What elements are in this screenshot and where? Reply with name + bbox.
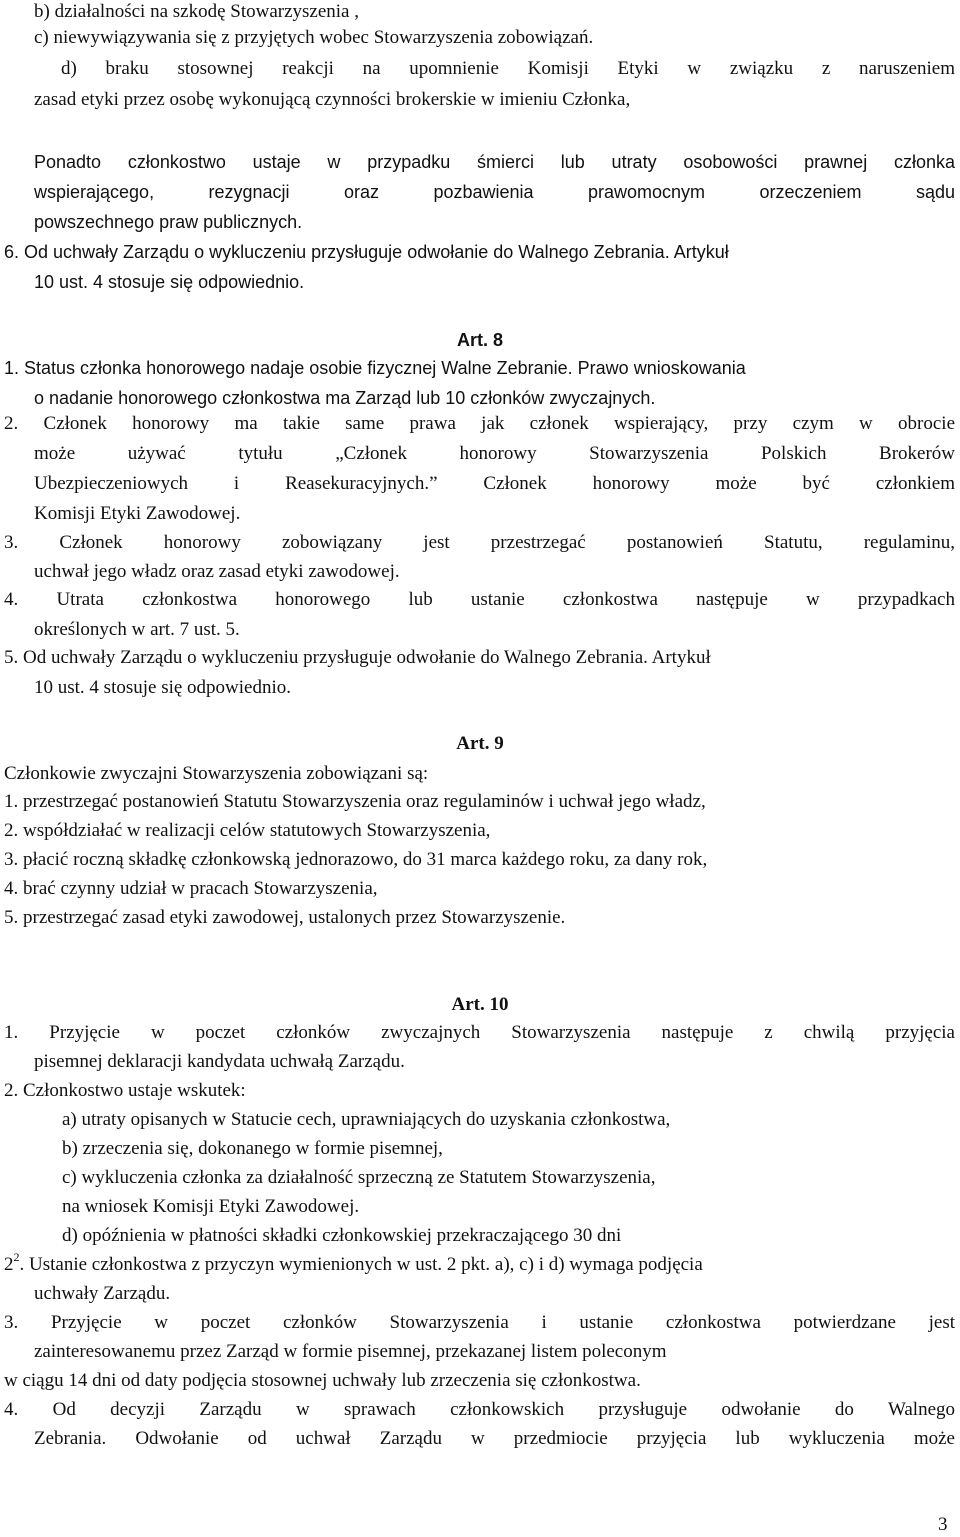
page-number: 3 (938, 1514, 948, 1535)
art-8-p2-line2: może używać tytułu „Członek honorowy Stowarzyszenia Polskich Brokerów (34, 443, 955, 464)
art-10-p1-line1: 1. Przyjęcie w poczet członków zwyczajnych Stowarzyszenia następuje z chwilą przyjęcia (4, 1022, 955, 1043)
art-10-p3-line3: w ciągu 14 dni od daty podjęcia stosownej uchwały lub zrzeczenia się członkostwa. (4, 1370, 641, 1391)
art-9-item-3: 3. płacić roczną składkę członkowską jednorazowo, do 31 marca każdego roku, za dany rok, (4, 849, 708, 870)
art-8-p2-line4: Komisji Etyki Zawodowej. (34, 503, 241, 524)
art-10-p1-line2: pisemnej deklaracji kandydata uchwałą Zarządu. (34, 1051, 405, 1072)
art-10-item-c-line2: na wniosek Komisji Etyki Zawodowej. (62, 1196, 360, 1217)
list-item-d-line1: d) braku stosownej reakcji na upomnienie Komisji Etyki w związku z naruszeniem (61, 58, 955, 79)
paragraph-text: . Ustanie członkostwa z przyczyn wymienionych w ust. 2 pkt. a), c) i d) wymaga podjęcia (19, 1254, 703, 1275)
paragraph-number: 2 (4, 1254, 14, 1275)
list-item-c: c) niewywiązywania się z przyjętych wobec Stowarzyszenia zobowiązań. (34, 27, 594, 48)
art-8-p3-line2: uchwał jego władz oraz zasad etyki zawodowej. (34, 561, 400, 582)
art-10-heading: Art. 10 (451, 994, 509, 1015)
art-10-p3-line2: zainteresowanemu przez Zarząd w formie pisemnej, przekazanej listem poleconym (34, 1341, 667, 1362)
art-10-p2-2-line1 (4, 1249, 703, 1278)
list-item-b: b) działalności na szkodę Stowarzyszenia , (34, 1, 359, 22)
art-10-p4-line1: 4. Od decyzji Zarządu w sprawach członkowskich przysługuje odwołanie do Walnego (4, 1399, 955, 1420)
art-8-p5-line1: 5. Od uchwały Zarządu o wykluczeniu przysługuje odwołanie do Walnego Zebrania. Artykuł (4, 647, 711, 668)
superscript-number: 2 (13, 1249, 20, 1264)
art-9-item-1: 1. przestrzegać postanowień Statutu Stowarzyszenia oraz regulaminów i uchwał jego władz, (4, 791, 706, 812)
list-item-d-line2: zasad etyki przez osobę wykonującą czynności brokerskie w imieniu Członka, (34, 89, 631, 110)
art-8-p1-line2: o nadanie honorowego członkostwa ma Zarząd lub 10 członków zwyczajnych. (34, 388, 656, 408)
art-9-item-4: 4. brać czynny udział w pracach Stowarzyszenia, (4, 878, 378, 899)
ponadto-line1: Ponadto członkostwo ustaje w przypadku śmierci lub utraty osobowości prawnej członka (34, 152, 955, 172)
art-8-p4-line1: 4. Utrata członkostwa honorowego lub ustanie członkostwa następuje w przypadkach (4, 589, 955, 610)
art-8-p1-line1: 1. Status członka honorowego nadaje osobie fizycznej Walne Zebranie. Prawo wnioskowania (4, 358, 746, 378)
art-10-p4-line2: Zebrania. Odwołanie od uchwał Zarządu w przedmiocie przyjęcia lub wykluczenia może (34, 1428, 955, 1449)
art-10-item-d: d) opóźnienia w płatności składki członkowskiej przekraczającego 30 dni (62, 1225, 622, 1246)
art-10-item-b: b) zrzeczenia się, dokonanego w formie pisemnej, (62, 1138, 443, 1159)
art-9-item-2: 2. współdziałać w realizacji celów statutowych Stowarzyszenia, (4, 820, 491, 841)
art-10-item-c-line1: c) wykluczenia członka za działalność sprzeczną ze Statutem Stowarzyszenia, (62, 1167, 656, 1188)
art-8-p2-line3: Ubezpieczeniowych i Reasekuracyjnych.” Członek honorowy może być członkiem (34, 473, 955, 494)
ponadto-line2: wspierającego, rezygnacji oraz pozbawienia prawomocnym orzeczeniem sądu (34, 182, 955, 202)
art-9-intro: Członkowie zwyczajni Stowarzyszenia zobowiązani są: (4, 763, 429, 784)
art-10-p2: 2. Członkostwo ustaje wskutek: (4, 1080, 246, 1101)
art-10-p3-line1: 3. Przyjęcie w poczet członków Stowarzyszenia i ustanie członkostwa potwierdzane jest (4, 1312, 955, 1333)
art-10-p2-2-line2: uchwały Zarządu. (34, 1283, 171, 1304)
art-8-heading: Art. 8 (456, 330, 503, 350)
art-8-p3-line1: 3. Członek honorowy zobowiązany jest przestrzegać postanowień Statutu, regulaminu, (4, 532, 955, 553)
ponadto-line3: powszechnego praw publicznych. (34, 212, 303, 232)
art-9-heading: Art. 9 (456, 733, 504, 754)
art-8-p2-line1: 2. Członek honorowy ma takie same prawa jak członek wspierający, przy czym w obrocie (4, 413, 955, 434)
art-10-item-a: a) utraty opisanych w Statucie cech, uprawniających do uzyskania członkostwa, (62, 1109, 671, 1130)
art-9-item-5: 5. przestrzegać zasad etyki zawodowej, ustalonych przez Stowarzyszenie. (4, 907, 566, 928)
paragraph-6-line1: 6. Od uchwały Zarządu o wykluczeniu przysługuje odwołanie do Walnego Zebrania. Artykuł (4, 242, 729, 262)
art-8-p4-line2: określonych w art. 7 ust. 5. (34, 619, 240, 640)
art-8-p5-line2: 10 ust. 4 stosuje się odpowiednio. (34, 677, 292, 698)
paragraph-6-line2: 10 ust. 4 stosuje się odpowiednio. (34, 272, 305, 292)
